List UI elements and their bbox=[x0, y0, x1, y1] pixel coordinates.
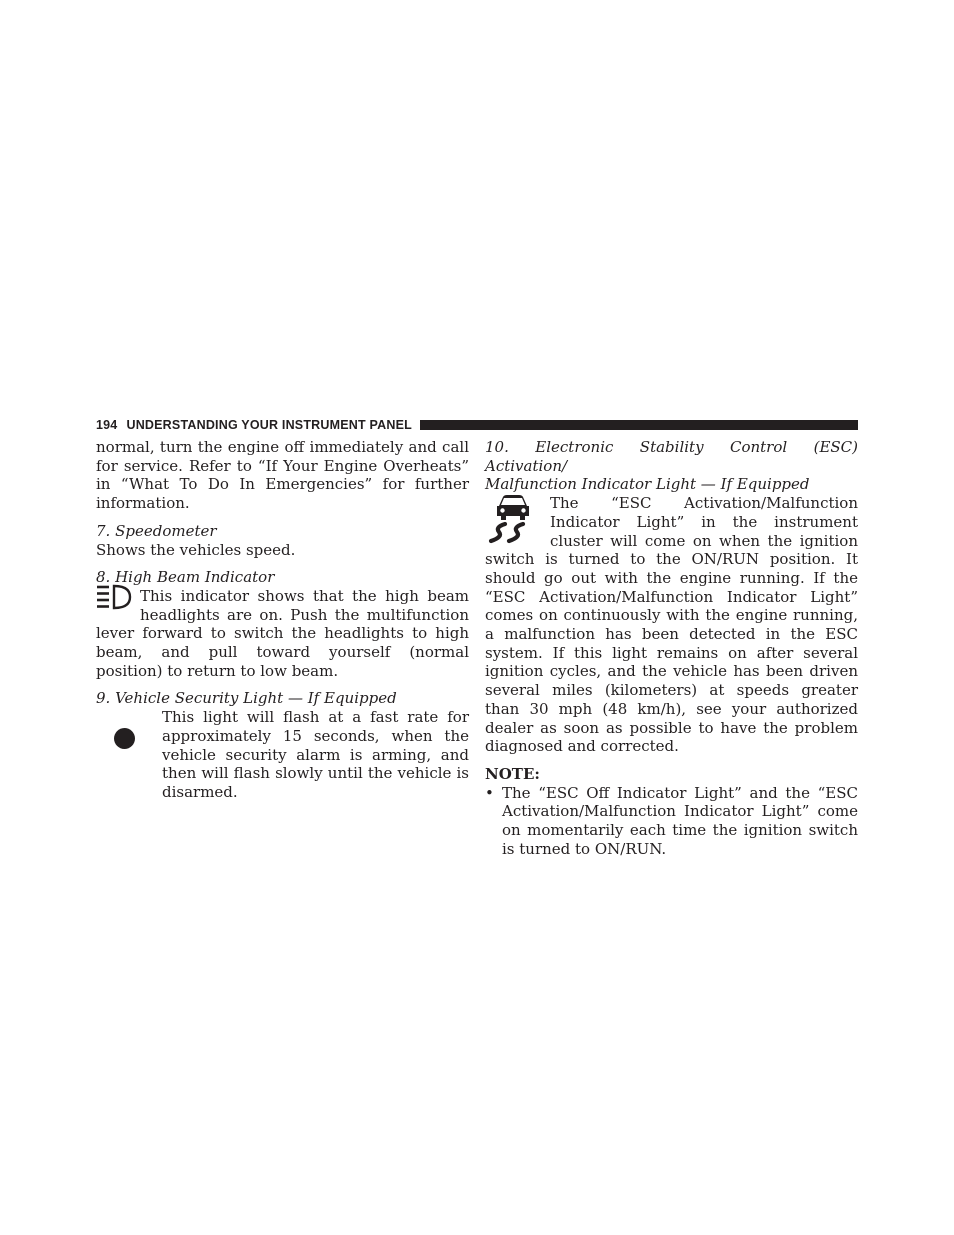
high-beam-body: This indicator shows that the high beam headlights are on. Push the multifunction lever forward to switch the headlights to high beam, and pull toward yourself (normal position) to return to low beam. bbox=[96, 586, 469, 680]
bullet-mark: • bbox=[485, 783, 494, 802]
header-text bbox=[96, 418, 412, 432]
header-rule bbox=[420, 420, 858, 430]
security-light-heading: 9. Vehicle Security Light — If Equipped bbox=[96, 689, 397, 708]
esc-heading-line2: Malfunction Indicator Light — If Equipped bbox=[485, 475, 810, 494]
note-bullet-text: The “ESC Off Indicator Light” and the “ESC Activation/Malfunction Indicator Light” come on momentarily each time the ignition switch is turned to ON/RUN. bbox=[502, 783, 858, 858]
right-column bbox=[485, 438, 858, 858]
note-bullet bbox=[485, 784, 858, 859]
section-title: UNDERSTANDING YOUR INSTRUMENT PANEL bbox=[126, 418, 412, 432]
intro-paragraph: normal, turn the engine off immediately and call for service. Refer to “If Your Engine Overheats” in “What To Do In Emergencies” for further information. bbox=[96, 438, 469, 513]
page-header bbox=[96, 417, 858, 433]
esc-section bbox=[485, 494, 858, 756]
esc-heading-line1: 10. Electronic Stability Control (ESC) Activation/ bbox=[485, 438, 858, 475]
left-column bbox=[96, 438, 469, 802]
security-light-section bbox=[96, 708, 469, 802]
security-light-icon bbox=[114, 728, 135, 749]
esc-skidding-car-icon bbox=[485, 494, 541, 546]
speedometer-body: Shows the vehicles speed. bbox=[96, 540, 296, 559]
high-beam-icon bbox=[96, 584, 132, 610]
high-beam-section bbox=[96, 587, 469, 681]
esc-body: The “ESC Activation/Malfunction Indicator Light” in the instrument cluster will come on when the ignition switch is turned to the ON/RUN position. It should go out with the engine running. If the “ESC Activation/Malfunction Indicator Light” comes on continuously with the engine running, a malfunction has been detected in the ESC system. If this light remains on after several ignition cycles, and the vehicle has been driven several miles (kilometers) at speeds greater than 30 mph (48 km/h), see your authorized dealer as soon as possible to have the problem diagnosed and corrected. bbox=[485, 494, 858, 756]
note-label: NOTE: bbox=[485, 764, 540, 783]
high-beam-heading: 8. High Beam Indicator bbox=[96, 568, 275, 587]
security-light-body: This light will flash at a fast rate for approximately 15 seconds, when the vehicle security alarm is arming, and then will flash slowly until the vehicle is disarmed. bbox=[162, 708, 469, 801]
speedometer-heading: 7. Speedometer bbox=[96, 521, 217, 540]
page-number: 194 bbox=[96, 418, 118, 432]
